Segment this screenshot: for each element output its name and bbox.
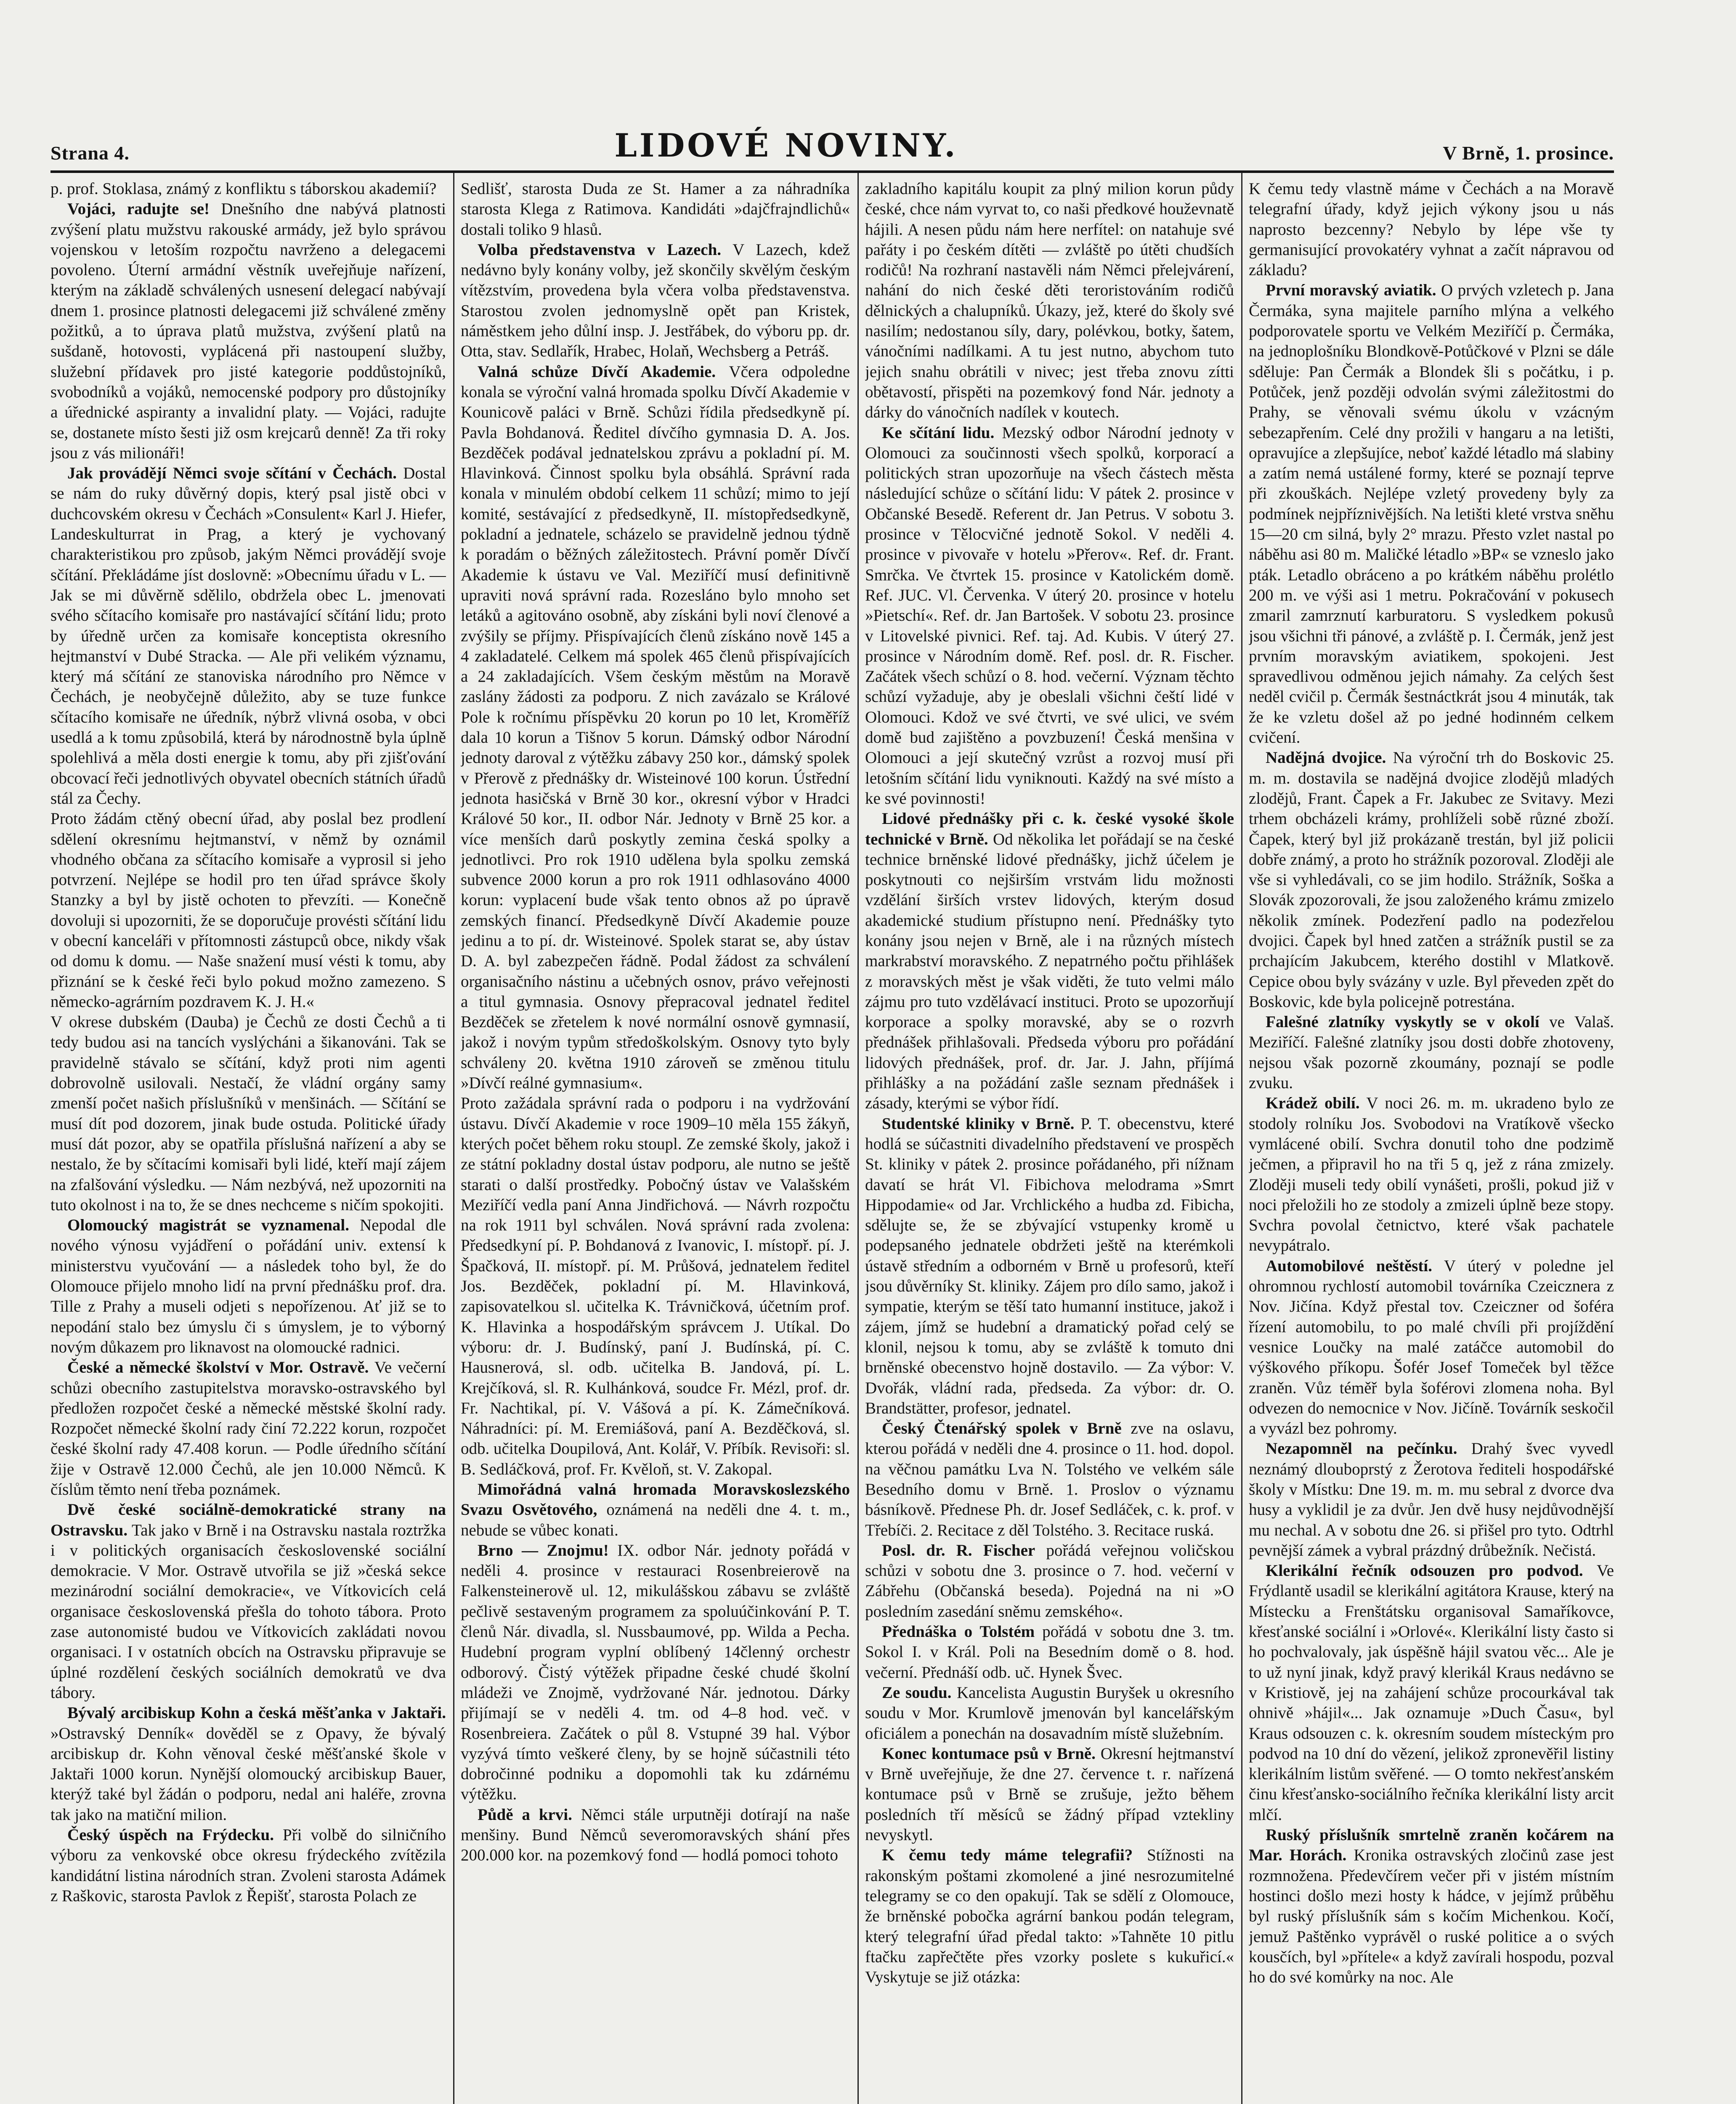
article-paragraph: [1249, 748, 1614, 1012]
article-headline: Nezapomněl na pečínku.: [1266, 1440, 1457, 1458]
article-headline: Falešné zlatníky vyskytly se v okolí: [1266, 1013, 1540, 1031]
article-text: Ve večerní schůzi obecního zastupitelstva moravsko-ostravského byl předložen rozpočet české a německé městské školní rady. Rozpočet německé školní rady činí 72.222 korun, rozpočet české školní rady 47.408 korun. — Podle úředního sčítání žije v Ostravě 12.000 Čechů, ale jen 10.000 Němců. K číslům těmto není třeba poznámek.: [50, 1358, 446, 1498]
column-divider: [1241, 173, 1242, 2104]
article-text: Od několika let pořádají se na české technice brněnské lidové přednášky, jichž účelem je poskytnouti co nejširším vrstvám lidu možnosti vzdělání širších vrstev lidových, kterým dosud akademické studium přístupno není. Přednášky tyto konány jsou nejen v Brně, ale i na různých místech markrabství moravského. Z nepatrného počtu přihlášek z moravských měst je však viděti, že tuto velmi málo zájmu pro tuto vzdělávací instituci. Proto se upozorňují korporace a spolky moravské, aby se o rozvrh přednášek přihlašovali. Předseda výboru pro pořádání lidových přednášek, prof. dr. Jar. J. Jahn, příjímá přihlášky a na požádání zašle seznam přednášek i zásady, kterými se výbor řídí.: [865, 830, 1234, 1113]
article-paragraph: [865, 1683, 1234, 1744]
article-paragraph: [50, 1500, 446, 1703]
article-headline: České a německé školství v Mor. Ostravě.: [67, 1358, 369, 1377]
article-headline: Valná schůze Dívčí Akademie.: [478, 362, 716, 381]
article-text: pořádá veřejnou voličskou schůzi v sobotu dne 3. prosince o 7. hod. večerní v Zábřehu (Občanská beseda). Pojedná na ni »O posledním zasedání sněmu zemského«.: [865, 1541, 1234, 1621]
article-text: ve Valaš. Meziříčí. Falešné zlatníky jsou dosti dobře zhotoveny, nejsou však pozorně zkoumány, poznají se podle zvuku.: [1249, 1013, 1614, 1092]
article-paragraph: [865, 1541, 1234, 1622]
article-text: Při volbě do silničního výboru za venkovské obce okresu frýdeckého zvítězila kandidátní listina národních stran. Zvoleni starosta Adámek z Raškovic, starosta Pavlok z Řepišť, starosta Polach ze: [50, 1826, 446, 1905]
article-paragraph: [50, 463, 446, 809]
article-headline: Mimořádná valná hromada Moravskoslezského Svazu Osvětového,: [461, 1480, 850, 1519]
article-text: Tak jako v Brně i na Ostravsku nastala roztržka i v politických organisacích československé sociální demokracie. V Mor. Ostravě utvořila se již »česká sekce mezinárodní sociální demokracie«, ve Vítkovicích celá organisace československá přešla do tohoto tábora. Proto zase autonomisté budou ve Vítkovicích zakládati novou organisaci. I v ostatních obcích na Ostravsku připravuje se úplné rozdělení českých sociálních demokratů ve dva tábory.: [50, 1521, 446, 1702]
article-paragraph: [865, 1622, 1234, 1683]
column-divider: [453, 173, 454, 2104]
article-paragraph: [461, 1541, 850, 1805]
article-column-3: [865, 179, 1234, 2104]
article-paragraph: [1249, 1093, 1614, 1256]
article-paragraph: [1249, 1561, 1614, 1825]
article-headline: Ze soudu.: [882, 1683, 952, 1702]
article-headline: Automobilové neštěstí.: [1266, 1257, 1432, 1275]
article-paragraph: [865, 179, 1234, 423]
article-text: Němci stále urputněji dotírají na naše menšiny. Bund Němců severomoravských shání přes 200.000 kor. na pozemkový fond — hodlá pomoci tohoto: [461, 1805, 850, 1865]
article-text: K čemu tedy vlastně máme v Čechách a na Moravě telegrafní úřady, když jejich výkony jsou u nás naprosto bezcenny? Nebylo by lépe vše ty germanisující provokatéry vyhnat a začít nápravou od základu?: [1249, 180, 1614, 279]
article-text: Dostal se nám do ruky důvěrný dopis, který psal jistě obci v duchcovském okresu v Čechách »Consulent« Karl J. Hiefer, Landeskulturrat in Prag, a který je vychovaný charakteristikou pro způsob, jakým Němci provádějí svoje sčítání. Překládáme jíst doslovně: »Obecnímu úřadu v L. — Jak se mi důvěrně sdělilo, obdržela obec L. jmenovati svého sčítacího komisaře pro nastávající sčítání lidu; proto by úředně určen za komisaře konceptista okresního hejtmanství v Dubé Stracka. — Ale při velikém významu, který má sčítání ze stanoviska národního pro Němce v Čechách, je neobyčejně důležito, aby se tuze funkce sčítacího komisaře ne úředník, nýbrž vlivná osoba, v obci usedlá a k tomu způsobilá, která by národnostně byla úplně spolehlivá a měla dosti energie k tomu, aby při zjišťování obcovací řeči jednotlivých obyvatel obecních státních úřadů stál za Čechy.: [50, 464, 446, 808]
article-headline: Nadějná dvojice.: [1266, 749, 1386, 767]
column-divider: [857, 173, 859, 2104]
article-paragraph: [461, 1093, 850, 1480]
article-paragraph: [50, 199, 446, 463]
article-headline: Jak provádějí Němci svoje sčítání v Čechách.: [67, 464, 397, 483]
article-text: Nepodal dle nového výnosu vyjádření o pořádání univ. extensí k ministerstvu vyučování — a následek toho byl, že do Olomouce přijelo mnoho lidí na první přednášku prof. dra. Tille z Prahy a museli odjeti s nepořízenou. Ať již se to nepodání stalo bez úmyslu či s úmyslem, je to výborný novým důkazem pro liknavost na olomoucké radnici.: [50, 1216, 446, 1356]
article-paragraph: [50, 179, 446, 199]
article-headline: Ke sčítání lidu.: [882, 423, 995, 442]
article-headline: K čemu tedy máme telegrafii?: [882, 1846, 1133, 1865]
article-paragraph: [50, 1825, 446, 1906]
article-text: zakladního kapitálu koupit za plný milion korun půdy české, chce nám vyrvat to, co naši předkové houževnatě hájili. A nesen půdu nám here nerfítel: on natahuje své pařáty i po českém dítěti — zvláště po útěti chudších rodičů! Na rozhraní nastavěli nám Němci přelejvárení, nahání do nich české děti teroristováním rodičů dělnických a chalupníků. Úkazy, jež, které do školy své nasilím; nedostanou síly, dary, polévkou, botky, šatem, vánočními nadílkami. A tu jest nutno, abychom tuto jejich snahu obrátili v nivec; jest třeba znovu zítti obětavostí, přispěti na pozemkový fond Nár. jednoty a dárky do vánočních nadílek v koutech.: [865, 180, 1234, 422]
article-paragraph: [461, 179, 850, 240]
article-column-1: [50, 179, 446, 2104]
article-text: Na výroční trh do Boskovic 25. m. m. dostavila se nadějná dvojice zlodějů mladých zlodějů, Frant. Čapek a Fr. Jakubec ze Svitavy. Mezi trhem obcházeli krámy, prohlíželi sobě různé zboží. Čapek, který byl již prokázaně trestán, byl již policii dobře známý, a proto ho strážník pozoroval. Zloději ale vše si vyhledávali, co se jim hodilo. Strážník, Soška a Slovák zpozorovali, že jsou založeného krámu zmizelo několik zmínek. Podezření padlo na podezřelou dvojici. Čapek byl hned zatčen a strážník pustil se za prchajícím Jakubcem, kterého dostihl v Mlatkově. Cepice obou byly svázány v uzle. Byl převeden zpět do Boskovic, kde byla policejně potrestána.: [1249, 749, 1614, 1011]
article-headline: Klerikální řečník odsouzen pro podvod.: [1266, 1562, 1583, 1580]
article-paragraph: [50, 1012, 446, 1215]
article-paragraph: [865, 1744, 1234, 1845]
article-headline: Konec kontumace psů v Brně.: [882, 1744, 1096, 1763]
article-headline: Přednáška o Tolstém: [882, 1623, 1035, 1641]
article-text: Kronika ostravských zločinů zase jest rozmnožena. Předevčírem večer při v jistém místním hostinci došlo mezi hosty k hádce, v jejímž průběhu byl ruský příslušník sám s kočím Michenkou. Kočí, jemuž Paštěnko vyprávěl o ruské politice a o svých kousčích, byl »přítele« a když zavírali hospodu, pozval ho do své komůrky na noc. Ale: [1249, 1846, 1614, 1987]
article-text: Stížnosti na rakonským poštami zkomolené a jiné nesrozumitelné telegramy se co den opakují. Tak se sdělí z Olomouce, že brněnské pobočka agrární bankou podán telegram, který telegrafní úřad předal takto: »Tahněte 10 pitlu ftačku zapřečtěte přes vzorky poslete s kukuřicí.« Vyskytuje se již otázka:: [865, 1846, 1234, 1987]
article-text: Sedlišť, starosta Duda ze St. Hamer a za náhradníka starosta Klega z Ratimova. Kandidáti »dajčfrajndlichů« dostali toliko 9 hlasů.: [461, 180, 850, 239]
article-text: O prvých vzletech p. Jana Čermáka, syna majitele parního mlýna a velkého podporovatele sportu ve Velkém Meziříčí p. Čermáka, na jednoplošníku Blondkově-Potůčkové v Plzni se dále sděluje: Pan Čermák a Blondek šli s počátku, i p. Potůček, jenž později odvolán svými záležitostmi do Prahy, se věnovali svému úkolu v vzácným sebezapřením. Celé dny prožili v hangaru a na letišti, opravujíce a zlepšujíce, neboť každé létadlo má slabiny a zatím nemá ustálené formy, které se poznají teprve při zkouškách. Nejlépe vzletý provedeny byly za podmínek nejpříznivějších. Na letišti kleté vrstva sněhu 15—20 cm silná, byly 2° mrazu. Přesto vzlet nastal po náběhu asi 80 m. Maličké létadlo »BP« se vzneslo jako pták. Letadlo obráceno a po krátkém náběhu prolétlo 200 m. ve výši asi 1 metru. Pokračování v pokusech zmaril zamrznutí karburatoru. S vysledkem pokusů jsou všichni tři pánové, a zvláště p. I. Čermák, jenž jest prvním moravským aviatikem, spokojeni. Jest spravedlivou odměnou jejich námahy. Za celých šest neděl cvičil p. Čermák šestnáctkrát jsou 4 minuták, tak že ke vzletu došel až po jedné hodinném celkem cvičení.: [1249, 281, 1614, 747]
article-text: Včera odpoledne konala se výroční valná hromada spolku Dívčí Akademie v Kounicově paláci v Brně. Schůzi řídila předsedkyně pí. Pavla Bohdanová. Ředitel dívčího gymnasia D. A. Jos. Bezděček podával jednatelskou zprávu a pokladní pí. M. Hlavinková. Činnost spolku byla obsáhlá. Správní rada konala v minulém období celkem 11 schůzí; mimo to její komité, sestávající z předsedkyně, II. místopředsedkyně, pokladní a jednatele, scházelo se pravidelně jednou týdně k poradám o běžných záležitostech. Právní poměr Dívčí Akademie k ústavu ve Val. Meziříčí musí definitivně upraviti nová správní rada. Rozesláno bylo mnoho set letáků a agitováno osobně, aby získáni byli noví členové a zvýšily se příjmy. Přispívajících členů získáno nově 145 a 4 zakladatelé. Celkem má spolek 465 členů přispívajících a 24 zakladajících. Všem českým městům na Moravě zaslány žádosti za podporu. Z nich zavázalo se Králové Pole k ročnímu příspěvku 20 korun po 10 let, Kroměříž dala 10 korun a Tišnov 5 korun. Dámský odbor Národní jednoty daroval z výtěžku zábavy 250 kor., dámský spolek v Přerově z přednášky dr. Wisteinové 100 korun. Ústřední jednota hasičská v Brně 30 kor., okresní výbor v Hradci Králové 50 kor., II. odbor Nár. Jednoty v Brně 25 kor. a více menších darů poskytly zemina česká spolky a jednotlivci. Pro rok 1910 udělena byla spolku zemská subvence 2000 korun a pro rok 1911 odhlasováno 4000 korun: vyplacení bude však tento obnos až po úpravě zemských financí. Předsedkyně Dívčí Akademie pouze jedinu a to pí. dr. Wisteinové. Spolek starat se, aby ústav D. A. byl zabezpečen řádně. Podal žádost za schválení organisačního nástinu a učebných osnov, právo veřejnosti a titul gymnasia. Osnovy přepracoval jednatel ředitel Bezděček se zřetelem k nové normální osnově gymnasií, jakož i novým typům středoškolským. Osnovy tyto byly schváleny 20. května 1910 zároveň se změnou titulu »Dívčí reálné gymnasium«.: [461, 362, 850, 1092]
issue-date: V Brně, 1. prosince.: [1443, 142, 1614, 164]
article-paragraph: [865, 1845, 1234, 1987]
article-text: oznámená na neděli dne 4. t. m., nebude se vůbec konati.: [461, 1501, 850, 1539]
article-text: IX. odbor Nár. jednoty pořádá v neděli 4. prosince v restauraci Rosenbreierově na Falkensteinerově ul. 12, mikulášskou zábavu se zvláště pečlivě sestaveným programem za spoluúčinkování P. T. členů Nár. divadla, sl. Nussbaumové, pp. Wilda a Pecha. Hudební program vyplní oblíbený 14členný orchestr odborový. Čistý výtěžek připadne české chudé školní mládeži ve Znojmě, vydržované Nár. jednotou. Dárky přijímají se v neděli 4. tm. od 4–8 hod. več. v Rosenbreiera. Začátek o půl 8. Vstupné 39 hal. Výbor vyzývá tímto veškeré členy, by se hojně súčastnili této dobročinné podniku a dopomohli tak ku zdárnému výtěžku.: [461, 1541, 850, 1804]
article-text: V Lazech, kdež nedávno byly konány volby, jež skončily skvělým českým vítězstvím, provedena byla včera volba představenstva. Starostou zvolen jednomyslně opět pan Kristek, náměstkem jeho důlní insp. J. Jestřábek, do výboru pp. dr. Otta, stav. Sedlařík, Hrabec, Holaň, Wechsberg a Petráš.: [461, 240, 850, 361]
article-text: Drahý švec vyvedl neznámý dlouboprstý z Žerotova řediteli hospodářské školy v Místku: Dne 19. m. m. mu sebral z dvorce dva husy a vyklidil je za dvůr. Jen dvě husy nejdůvodnější mu nechal. A v sobotu dne 26. si přišel pro tyto. Odtrhl pevnější zámek a vybral prázdný drůbežník. Nečistá.: [1249, 1440, 1614, 1559]
article-text: V úterý v poledne jel ohromnou rychlostí automobil továrníka Czeicznera z Nov. Jičína. Když přestal tov. Czeiczner od šoféra řízení automobilu, to po malé chvíli při projíždění vesnice Loučky na malé zatáčce automobil do výškového příkopu. Šofér Josef Tomeček byl těžce zraněn. Vůz téměř byla šoférovi zlomena noha. Byl odvezen do nemocnice v Nov. Jičíně. Továrník seskočil a vyvázl bez pohromy.: [1249, 1257, 1614, 1438]
article-text: P. T. obecenstvu, které hodlá se súčastniti divadelního představení ve prospěch St. kliniky v pátek 2. prosince pořádaného, při nížnam davatí se hrát Vl. Fibichova melodrama »Smrt Hippodamie« od Jar. Vrchlického a hudba zd. Fibicha, sdělujte se, že se zbývající vstupenky kromě u podepsaného jednatele obdržeti ještě na kterémkoli ústavě středním a odborném v Brně u profesorů, kteří jsou důvěrníky St. kliniky. Zájem pro dílo samo, jakož i sympatie, kterým se těší tato humanní instituce, jakož i zájem, jímž se hudební a dramatický pořad celý se klonil, nejsou k tomu, aby se zvláště k tomuto dni brněnské obecenstvo hojně dostavilo. — Za výbor: V. Dvořák, vládní rada, předseda. Za výbor: dr. O. Brandstätter, profesor, jednatel.: [865, 1114, 1234, 1417]
article-paragraph: [1249, 1012, 1614, 1093]
article-paragraph: [1249, 1256, 1614, 1439]
article-text: Kancelista Augustin Buryšek u okresního soudu v Mor. Krumlově jmenován byl kancelářským oficiálem a ponechán na dosavadním místě služebním.: [865, 1683, 1234, 1743]
page-header: [50, 126, 1614, 164]
article-paragraph: [865, 1419, 1234, 1541]
article-paragraph: [461, 362, 850, 1094]
article-headline: Studentské kliniky v Brně.: [882, 1114, 1075, 1133]
article-headline: Český úspěch na Frýdecku.: [67, 1826, 274, 1844]
article-paragraph: [1249, 1439, 1614, 1561]
article-paragraph: [1249, 280, 1614, 748]
article-text: Mezský odbor Národní jednoty v Olomouci za součinnosti všech spolků, korporací a politických stran upozorňuje na všech částech města následující schůze o sčítání lidu: V pátek 2. prosince v Občanské Besedě. Referent dr. Jan Petrus. V sobotu 3. prosince v Tělocvičné jednotě Sokol. V neděli 4. prosince v pivovaře v hotelu »Přerov«. Ref. dr. Frant. Smrčka. Ve čtvrtek 15. prosince v Katolickém domě. Ref. JUC. Vl. Červenka. V úterý 20. prosince v hotelu »Pietschí«. Ref. dr. Jan Bartošek. V sobotu 23. prosince v Litovelské pivnici. Ref. taj. Ad. Kubis. V úterý 27. prosince v Národním domě. Ref. posl. dr. R. Fischer. Začátek všech schůzí o 8. hod. večerní. Význam těchto schůzí vyžaduje, aby je obeslali všichni čeští lidé v Olomouci. Kdož ve své čtvrti, ve své ulici, ve svém domě bud zajištěno a povzbuzení! Česká menšina v Olomouci a její skutečný vzrůst a rozvoj musí při letošním sčítání lidu vyniknouti. Každý na své místo a ke své povinnosti!: [865, 423, 1234, 808]
article-headline: Krádež obilí.: [1266, 1094, 1360, 1113]
article-paragraph: [50, 1703, 446, 1825]
article-paragraph: [461, 1805, 850, 1866]
article-column-2: [461, 179, 850, 2104]
article-text: Dnešního dne nabývá platnosti zvýšení platu mužstvu rakouské armády, jež bylo správou vojenskou v letoším rozpočtu navrženo a delegacemi povoleno. Úterní armádní věstník uveřejňuje nařízení, kterým na základě schválených usnesení delegací nabývají dnem 1. prosince platnosti delegacemi již schválené změny požitků, a to úprava platů mužstva, zvýšení platů na sušdaně, hotovosti, vyplácená při nastoupení služby, služební přídavek pro jisté kategorie poddůstojníků, svobodníků a vojáků, nemocenské podpory pro důstojníky a úřednické aspiranty a invalidní platy. — Vojáci, radujte se, dostanete místo šesti již osm krejcarů denně! Za tři roky jsou z vás milionáři!: [50, 200, 446, 462]
article-headline: Olomoucký magistrát se vyznamenal.: [67, 1216, 350, 1235]
article-headline: První moravský aviatik.: [1266, 281, 1436, 300]
article-paragraph: [461, 240, 850, 362]
article-column-4: [1249, 179, 1614, 2104]
article-text: Proto zažádala správní rada o podporu i na vydržování ústavu. Dívčí Akademie v roce 1909–10 měla 155 žákyň, kterých počet během roku stoupl. Ze zemské školy, jakož i ze státní pokladny dostal ústav podporu, ale nutno se ještě starati o další prostředky. Pobočný ústav ve Valašském Meziříčí vedla paní Anna Jindřichová. — Návrh rozpočtu na rok 1911 byl schválen. Nová správní rada zvolena: Předsedkyní pí. P. Bohdanová z Ivanovic, I. místopř. pí. J. Špačková, II. místopř. pí. M. Průšová, jednatelem ředitel Jos. Bezděček, pokladní pí. M. Hlavinková, zapisovatelkou sl. učitelka K. Trávničková, účetním prof. K. Hlavinka a hospodářským správcem J. Utíkal. Do výboru: dr. J. Budínský, paní J. Budínská, pí. C. Hausnerová, sl. odb. učitelka B. Jandová, pí. L. Krejčíková, sl. R. Kulhánková, soudce Fr. Mézl, prof. dr. Fr. Nachtikal, pí. V. Vášová a pí. K. Zámečníková. Náhradníci: pí. M. Eremiášová, paní A. Bezděčková, sl. odb. učitelka Doupilová, Ant. Kolář, V. Příbík. Revisoři: sl. B. Sedláčková, prof. Fr. Kvěloň, st. V. Zakopal.: [461, 1094, 850, 1478]
article-headline: Ruský příslušník smrtelně zraněn kočárem na Mar. Horách.: [1249, 1826, 1614, 1865]
article-text: V okrese dubském (Dauba) je Čechů ze dosti Čechů a ti tedy budou asi na tancích vyslýcháni a šikanováni. Tak se pravidelně stávalo se sčítání, když proti nim agenti dobrovolně usilovali. Nestačí, že vládní orgány samy zmenší počet našich příslušníků v menšinách. — Sčítání se musí dít pod dozorem, jinak bude ostuda. Politické úřady musí dát pozor, aby se opatřila příslušná nařízení a aby se nestalo, že by sčítacími komisaři byli lidé, kteří mají zájem na zfalšování výsledku. — Nám nezbývá, než upozorniti na tuto okolnost i na to, že se dnes nechceme s ničím spokojiti.: [50, 1013, 446, 1214]
article-headline: Dvě české sociálně-demokratické strany na Ostravsku.: [50, 1501, 446, 1539]
article-headline: Bývalý arcibiskup Kohn a česká měšťanka v Jaktaři.: [67, 1704, 446, 1722]
article-text: p. prof. Stoklasa, známý z konfliktu s táborskou akademií?: [50, 180, 437, 198]
article-text: Okresní hejtmanství v Brně uveřejňuje, že dne 27. července t. r. nařízená kontumace psů v Brně se zrušuje, ježto během posledních tří měsíců se žádný případ vztekliny nevyskytl.: [865, 1744, 1234, 1844]
article-text: Proto žádám ctěný obecní úřad, aby poslal bez prodlení sdělení okresnímu hejtmanství, v němž by oznámil vhodného občana za sčítacího komisaře a vyprosil si jeho potvrzení. Nejlépe se hodil pro ten úřad správce školy Stanzky a byl by jistě ochoten to převzíti. — Konečně dovoluji si upozorniti, že se doporučuje provésti sčítání lidu v obecní kanceláři v přítomnosti zástupců obce, nikdy však od domu k domu. — Naše snažení musí vésti k tomu, aby přiznání se k české řeči bylo pokud možno zamezeno. S německo-agrárním pozdravem K. J. H.«: [50, 810, 446, 1011]
page-number: Strana 4.: [50, 142, 130, 164]
article-text: pořádá v sobotu dne 3. tm. Sokol I. v Král. Poli na Besedním domě o 8. hod. večerní. Přednáší odb. uč. Hynek Švec.: [865, 1623, 1234, 1682]
article-text: »Ostravský Denník« dověděl se z Opavy, že bývalý arcibiskup dr. Kohn věnoval české měšťanské škole v Jaktaři 1000 korun. Nynější olomoucký arcibiskup Bauer, kterýž také byl žádán o podporu, nedal ani haléře, zrovna tak jako na matiční milion.: [50, 1724, 446, 1824]
article-paragraph: [461, 1480, 850, 1541]
article-paragraph: [865, 809, 1234, 1113]
article-paragraph: [865, 423, 1234, 809]
article-paragraph: [1249, 179, 1614, 280]
article-text: V noci 26. m. m. ukradeno bylo ze stodoly rolníku Jos. Svobodovi na Vratíkově všecko vymlácené obilí. Svchra donutil toho dne podzimě ječmen, a připravil ho na tři 5 q, jež z rána zmizely. Zloději museli tedy obilí vynášeti, prošli, pokud již v noci přeložili ho ze stodoly a zmizeli úplně beze stopy. Svchra povolal četnictvo, které však pachatele nevypátralo.: [1249, 1094, 1614, 1255]
article-headline: Český Čtenářský spolek v Brně: [882, 1419, 1122, 1438]
article-headline: Vojáci, radujte se!: [67, 200, 210, 218]
article-headline: Půdě a krvi.: [478, 1805, 572, 1824]
header-rule: [50, 170, 1614, 173]
article-paragraph: [50, 1358, 446, 1500]
article-paragraph: [50, 809, 446, 1012]
article-paragraph: [865, 1114, 1234, 1419]
article-paragraph: [50, 1215, 446, 1358]
article-headline: Posl. dr. R. Fischer: [882, 1541, 1035, 1559]
article-headline: Brno — Znojmu!: [478, 1541, 609, 1559]
article-headline: Lidové přednášky při c. k. české vysoké škole technické v Brně.: [865, 810, 1234, 848]
article-text: zve na oslavu, kterou pořádá v neděli dne 4. prosince o 11. hod. dopol. na věčnou památku Lva N. Tolstého ve velkém sále Besedního domu v Brně. 1. Proslov o významu básníkově. Přednese Ph. dr. Josef Sedláček, c. k. prof. v Třebíči. 2. Recitace z děl Tolstého. 3. Recitace ruská.: [865, 1419, 1234, 1539]
article-text: Ve Frýdlantě usadil se klerikální agitátora Krause, který na Místecku a Frenštátsku organisoval Samaříkovce, křesťanské sociální i »Orlové«. Klerikální listy často si ho pochvalovaly, jak úspěšně hájil svatou věc... Ale je to už nyní jinak, když pravý klerikál Kraus nedávno se v Kristiově, jej na zahájení schůze procourkával tak ohnivě »hájil«... Jak oznamuje »Duch Času«, byl Kraus odsouzen c. k. okresním soudem místeckým pro podvod na 10 dní do vězení, jelikož zpronevěřil listiny klerikálním listům svěřené. — O tomto nekřesťanském činu křesťansko-sociálního řečníka klerikální listy arcit mlčí.: [1249, 1562, 1614, 1824]
newspaper-title: LIDOVÉ NOVINY.: [614, 127, 958, 164]
article-headline: Volba představenstva v Lazech.: [478, 240, 722, 259]
article-paragraph: [1249, 1825, 1614, 1987]
